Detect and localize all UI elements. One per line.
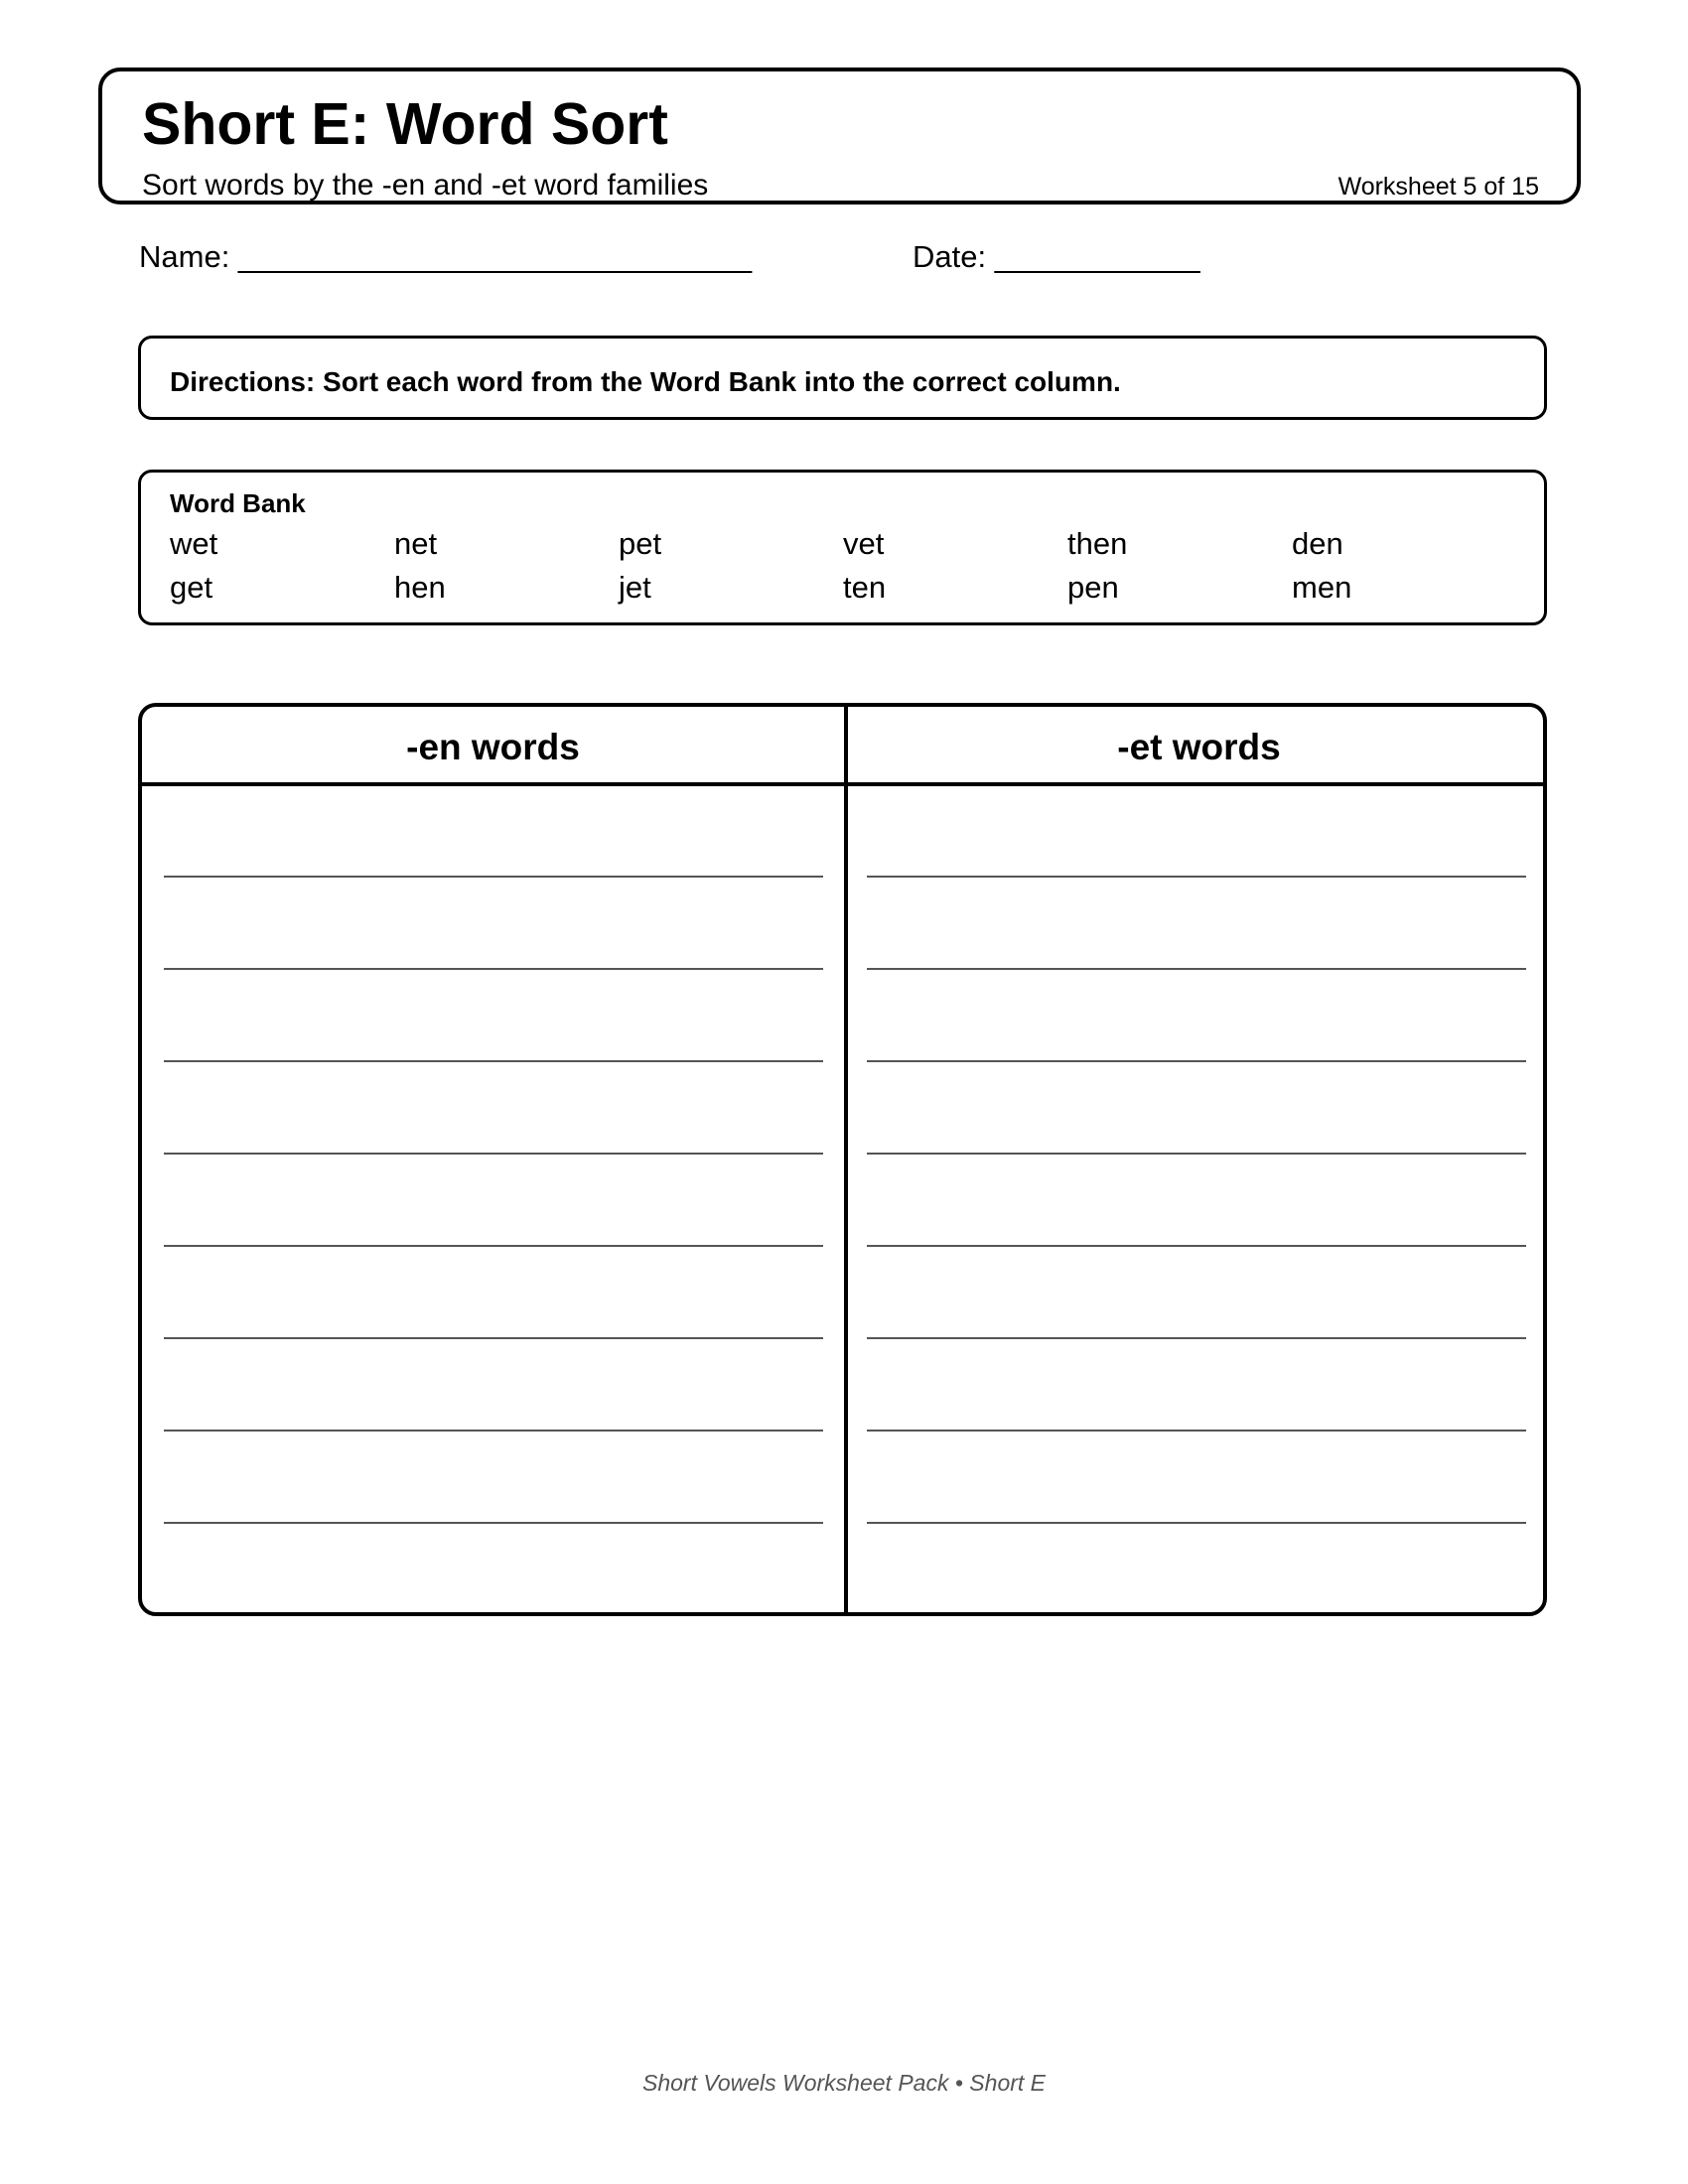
et-column-line[interactable] <box>867 968 1526 970</box>
et-column-line[interactable] <box>867 1060 1526 1062</box>
worksheet-number: Worksheet 5 of 15 <box>1337 173 1539 201</box>
word-bank-word: then <box>1067 526 1128 561</box>
word-bank-word: pen <box>1067 570 1119 605</box>
en-column-line[interactable] <box>164 1430 823 1432</box>
word-bank-word: get <box>170 570 213 605</box>
worksheet-header <box>98 68 1581 205</box>
date-field[interactable]: Date: ____________ <box>913 239 1200 274</box>
page-footer: Short Vowels Worksheet Pack • Short E <box>641 2070 1047 2096</box>
word-bank-title: Word Bank <box>170 488 306 518</box>
word-bank-grid <box>170 528 1516 615</box>
directions-box <box>138 336 1547 420</box>
column-heading-en: -en words <box>406 727 580 767</box>
header-divider <box>142 782 1543 786</box>
en-column-line[interactable] <box>164 876 823 878</box>
directions-text: Directions: Sort each word from the Word Bank into the correct column. <box>170 366 1121 397</box>
word-bank-word: men <box>1292 570 1352 605</box>
en-column-line[interactable] <box>164 1522 823 1524</box>
en-column-line[interactable] <box>164 968 823 970</box>
et-column-line[interactable] <box>867 1430 1526 1432</box>
en-column-line[interactable] <box>164 1153 823 1155</box>
en-column-line[interactable] <box>164 1060 823 1062</box>
word-bank-word: pet <box>619 526 662 561</box>
en-column-line[interactable] <box>164 1337 823 1339</box>
en-column-line[interactable] <box>164 1245 823 1247</box>
word-bank-word: jet <box>619 570 651 605</box>
column-heading-et: -et words <box>1117 727 1281 767</box>
et-column-line[interactable] <box>867 876 1526 878</box>
column-divider <box>844 707 848 1612</box>
word-bank <box>138 470 1547 625</box>
sort-table <box>138 703 1547 1616</box>
et-column-line[interactable] <box>867 1337 1526 1339</box>
et-column-line[interactable] <box>867 1245 1526 1247</box>
word-bank-word: vet <box>843 526 885 561</box>
word-bank-word: ten <box>843 570 887 605</box>
et-column-line[interactable] <box>867 1522 1526 1524</box>
et-column-line[interactable] <box>867 1153 1526 1155</box>
name-field[interactable]: Name: ______________________________ <box>139 239 753 274</box>
word-bank-word: wet <box>170 526 218 561</box>
word-bank-word: hen <box>394 570 446 605</box>
page-subtitle: Sort words by the -en and -et word families <box>142 169 709 202</box>
word-bank-word: net <box>394 526 438 561</box>
word-bank-word: den <box>1292 526 1343 561</box>
page-title: Short E: Word Sort <box>142 91 668 157</box>
